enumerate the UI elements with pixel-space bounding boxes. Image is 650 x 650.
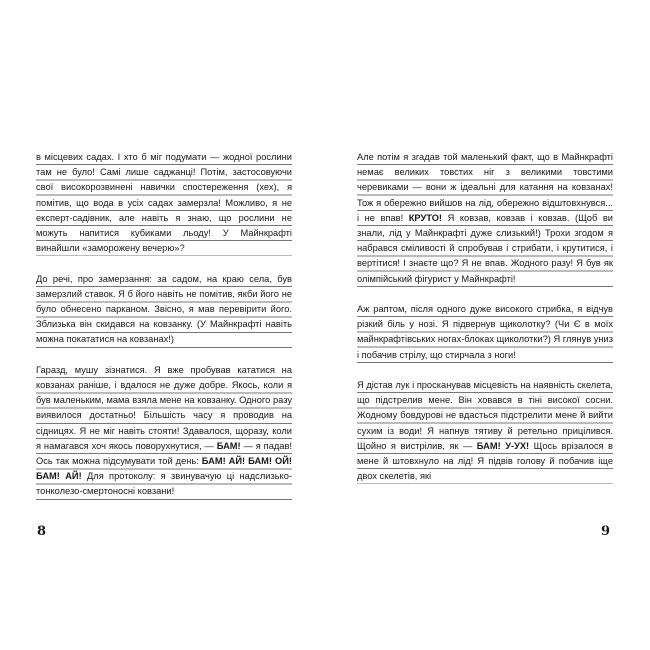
paragraph: в місцевих садах. І хто б міг подумати — жодної рослини там не було! Самі лише саджанці! Потім, застосовуючи свої високорозвинені навички спостереження (хех), я помітив, що вода в усіх садах замерзла! Можливо, я не експерт-садівник, але навіть я знаю, що рослини не можуть напитися кубиками льоду! У Майнкрафті винайшли «заморожену вечерю»? xyxy=(36,150,292,256)
sound-effect-text: КРУТО! xyxy=(408,212,443,223)
paragraph-text: Для протоколу: я звинувачую ці надслизько-тонколезо-смертоносні ковзани! xyxy=(36,471,292,497)
paragraph xyxy=(357,150,613,287)
sound-effect-text: БАМ! АЙ! БАМ! ОЙ! БАМ! АЙ! xyxy=(36,456,292,482)
paragraph-text: Щось врізалося в мене й штовхнуло на лід! Я підвів голову й побачив іще двох скелетів, які xyxy=(357,440,613,482)
blank-line xyxy=(357,363,613,378)
paragraph xyxy=(357,378,613,484)
paragraph-text: Але потім я згадав той маленький факт, що в Майнкрафті немає великих товстих ніг з великими товстими черевиками — вони ж ідеальні для катання на ковзанах! Тож я обережно вийшов на лід, обережно відштовхнувся... і не впав! xyxy=(357,152,613,223)
paragraph-text: Я дістав лук і просканував місцевість на наявність скелета, що підстрелив мене. Він ховався в тіні високої сосни. Жодному бовдурові не вдасться підстрелити мене й вийти сухим із води! Я напнув тятиву й ретельно прицілився. Щойно я вистрілив, як — xyxy=(357,380,613,451)
paragraph: Аж раптом, після одного дуже високого стрибка, я відчув різкий біль у нозі. Я підвернув щиколотку? (Чи Є в моїх майнкрафтівських ногах-блоках щиколотки?) Я глянув униз і побачив стрілу, що стирчала з ноги! xyxy=(357,302,613,363)
page-number: 9 xyxy=(601,524,611,539)
paragraph-text: — я падав! Ось так можна підсумувати той день: xyxy=(36,440,293,467)
page-number: 8 xyxy=(37,524,47,539)
blank-line xyxy=(36,256,292,271)
paragraph: До речі, про замерзання: за садом, на краю села, був замерзлий ставок. Я б його навіть не помітив, якби його не було обнесено парканом. Звісно, я мав перевірити його. Зблизька він скидався на ковзанку. (У Майнкрафті навіть можна покататися на ковзанах!) xyxy=(36,272,292,348)
paragraph-text: Я ковзав, ковзав і ковзав. (Щоб ви знали, лід у Майнкрафті дуже слизький!) Трохи згодом я набрався сміливості й спробував і стрибати, і крутитися, і вертітися! І знаєте що? Я не впав. Жодного разу! Я був як олімпійський фігурист у Майнкрафті! xyxy=(357,212,613,284)
paragraph xyxy=(36,363,292,500)
blank-line xyxy=(36,348,292,363)
sound-effect-text: БАМ! xyxy=(216,440,241,451)
sound-effect-text: БАМ! У-УХ! xyxy=(476,440,530,451)
right-page xyxy=(357,150,613,484)
blank-line xyxy=(357,287,613,302)
paragraph-text: Гаразд, мушу зізнатися. Я вже пробував кататися на ковзанах раніше, і вдалося не дуже добре. Якось, коли я був маленьким, мама взяла мене на ковзанку. Одного разу виявилося достатньо! Більшість часу я проводив на сідницях. Я не міг навіть стояти! Здавалося, щоразу, коли я намагався хоч якось поворухнутися, — xyxy=(36,364,292,451)
left-page xyxy=(36,150,292,500)
